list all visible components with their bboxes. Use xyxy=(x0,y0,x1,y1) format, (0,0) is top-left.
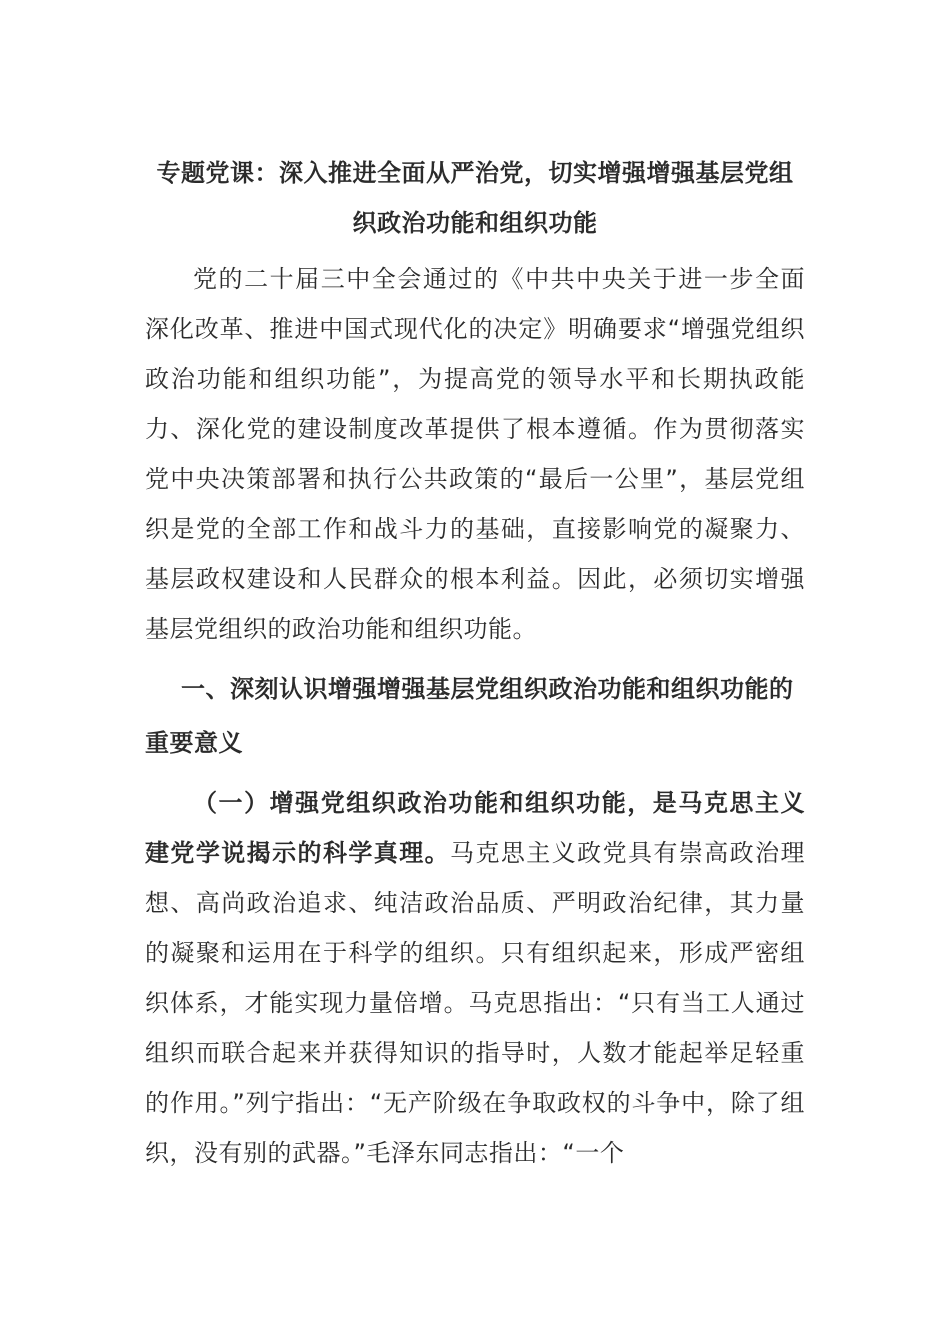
document-title: 专题党课：深入推进全面从严治党，切实增强增强基层党组织政治功能和组织功能 xyxy=(156,159,794,237)
subsection-lead: （一）增强党组织政治功能和组织功能，是马克思主义建党学说揭示的科学真理。 xyxy=(145,789,805,867)
subsection-paragraph xyxy=(145,778,805,1178)
document-body xyxy=(145,148,805,1178)
section-heading: 一、深刻认识增强增强基层党组织政治功能和组织功能的重要意义 xyxy=(145,675,794,757)
intro-paragraph: 党的二十届三中全会通过的《中共中央关于进一步全面深化改革、推进中国式现代化的决定》明确要求“增强党组织政治功能和组织功能”，为提高党的领导水平和长期执政能力、深化党的建设制度改革提供了根本遵循。作为贯彻落实党中央决策部署和执行公共政策的“最后一公里”，基层党组织是党的全部工作和战斗力的基础，直接影响党的凝聚力、基层政权建设和人民群众的根本利益。因此，必须切实增强基层党组织的政治功能和组织功能。 xyxy=(145,265,805,643)
subsection-body: 马克思主义政党具有崇高政治理想、高尚政治追求、纯洁政治品质、严明政治纪律，其力量的凝聚和运用在于科学的组织。只有组织起来，形成严密组织体系，才能实现力量倍增。马克思指出：“只有当工人通过组织而联合起来并获得知识的指导时，人数才能起举足轻重的作用。”列宁指出：“无产阶级在争取政权的斗争中，除了组织，没有别的武器。”毛泽东同志指出：“一个 xyxy=(145,839,806,1167)
